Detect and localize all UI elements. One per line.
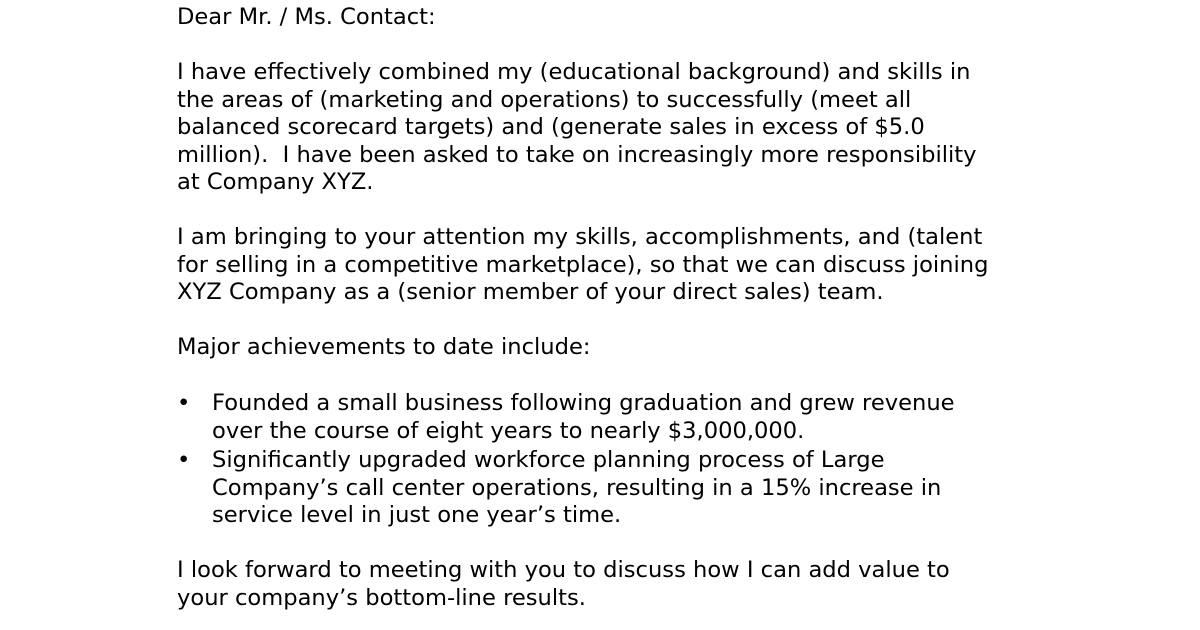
list-item-line: Founded a small business following graduation and grew revenue xyxy=(212,390,955,416)
paragraph-line: XYZ Company as a (senior member of your direct sales) team. xyxy=(177,279,884,305)
paragraph-intro xyxy=(177,59,1177,197)
paragraph-spacer xyxy=(177,362,1177,390)
achievements-heading: Major achievements to date include: xyxy=(177,334,591,360)
salutation: Dear Mr. / Ms. Contact: xyxy=(177,4,436,30)
achievements-list xyxy=(177,390,1177,530)
cover-letter-body xyxy=(177,4,1177,612)
bullet-icon: • xyxy=(177,390,191,416)
list-item xyxy=(177,447,1177,530)
paragraph-line: I am bringing to your attention my skills, accomplishments, and (talent xyxy=(177,224,983,250)
paragraph-line: I look forward to meeting with you to discuss how I can add value to xyxy=(177,557,950,583)
paragraph-line: balanced scorecard targets) and (generate sales in excess of $5.0 xyxy=(177,114,925,140)
list-item-line: Company’s call center operations, resulting in a 15% increase in xyxy=(212,474,942,501)
paragraph-closing xyxy=(177,557,1177,612)
paragraph-attention xyxy=(177,224,1177,307)
list-item-line: Significantly upgraded workforce planning process of Large xyxy=(212,447,885,473)
paragraph-line: I have effectively combined my (educational background) and skills in xyxy=(177,59,971,85)
paragraph-line: your company’s bottom-line results. xyxy=(177,584,586,611)
paragraph-line: million). I have been asked to take on increasingly more responsibility xyxy=(177,141,977,168)
list-item-line: over the course of eight years to nearly $3,000,000. xyxy=(212,417,805,444)
paragraph-line: the areas of (marketing and operations) to successfully (meet all xyxy=(177,86,912,113)
bullet-icon: • xyxy=(177,447,191,473)
paragraph-spacer xyxy=(177,307,1177,335)
paragraph-line: at Company XYZ. xyxy=(177,169,374,195)
paragraph-spacer xyxy=(177,32,1177,60)
paragraph-spacer xyxy=(177,197,1177,225)
list-item xyxy=(177,390,1177,445)
paragraph-line: for selling in a competitive marketplace), so that we can discuss joining xyxy=(177,251,989,278)
list-item-line: service level in just one year’s time. xyxy=(212,502,622,528)
paragraph-spacer xyxy=(177,530,1177,558)
